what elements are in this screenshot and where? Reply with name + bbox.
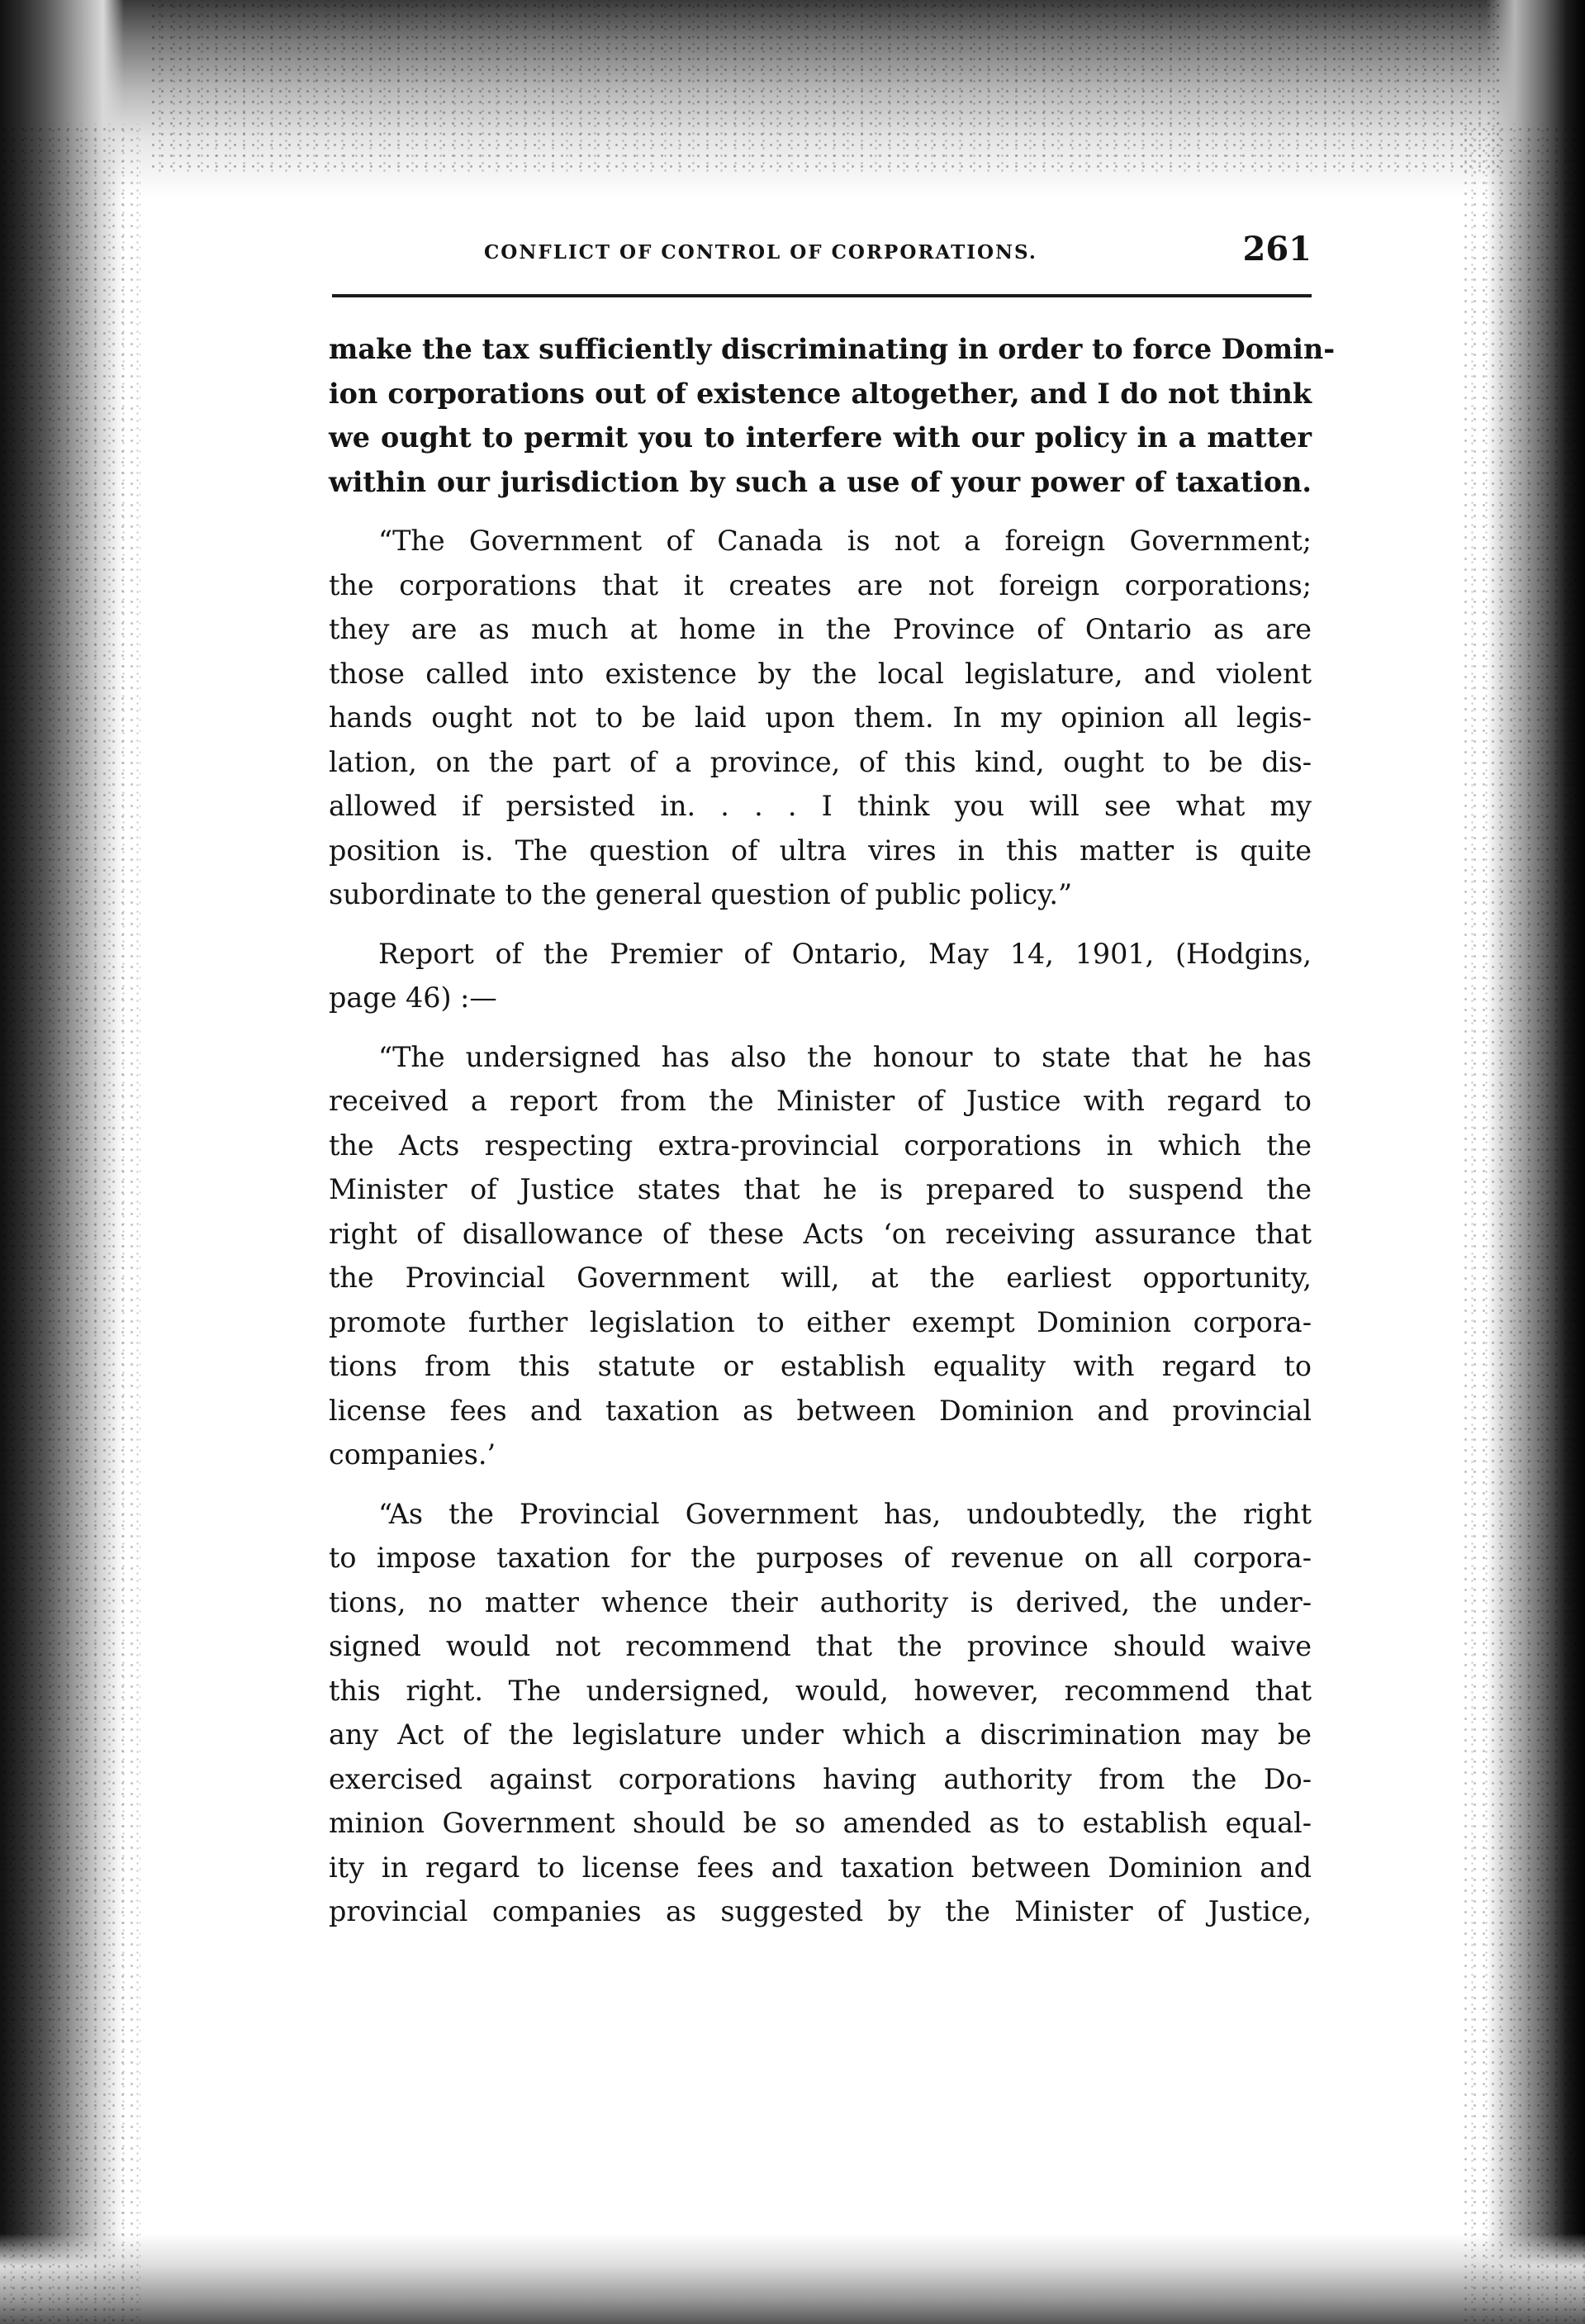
text-line: ion corporations out of existence altogether, and I do not think	[329, 377, 1312, 410]
header-rule	[332, 294, 1312, 297]
text-line: any Act of the legislature under which a discrimination may be	[329, 1718, 1312, 1751]
text-line: “The undersigned has also the honour to state that he has	[378, 1040, 1312, 1073]
text-line: Minister of Justice states that he is prepared to suspend the	[329, 1173, 1312, 1205]
scan-shadow-left	[0, 0, 124, 2324]
text-line: make the tax sufficiently discriminating in order to force Domin-	[329, 333, 1336, 365]
text-line: tions from this statute or establish equality with regard to	[329, 1350, 1312, 1382]
book-page	[320, 230, 1336, 1927]
text-line: the Provincial Government will, at the earliest opportunity,	[329, 1262, 1312, 1294]
paragraph-quote-provincial	[329, 1492, 1312, 1934]
paragraph-report-intro	[329, 932, 1312, 1020]
text-line: exercised against corporations having authority from the Do-	[329, 1762, 1312, 1795]
text-line: hands ought not to be laid upon them. In my opinion all legis-	[329, 701, 1312, 734]
text-line: signed would not recommend that the province should waive	[329, 1630, 1312, 1662]
text-line: the corporations that it creates are not foreign corporations;	[329, 568, 1312, 601]
running-title: CONFLICT OF CONTROL OF CORPORATIONS.	[484, 241, 1037, 264]
scan-noise-right	[1461, 124, 1585, 2324]
scan-shadow-bottom	[0, 2233, 1585, 2324]
paragraph-continuation	[329, 327, 1336, 504]
page-number: 261	[1242, 230, 1312, 269]
text-line: the Acts respecting extra-provincial corporations in which the	[329, 1129, 1312, 1162]
text-line: received a report from the Minister of Justice with regard to	[329, 1085, 1312, 1117]
text-line: minion Government should be so amended as to establish equal-	[329, 1807, 1312, 1839]
scan-shadow-right	[1486, 0, 1585, 2324]
text-line: promote further legislation to either exempt Dominion corpora-	[329, 1305, 1312, 1338]
text-line: tions, no matter whence their authority is derived, the under-	[329, 1585, 1312, 1618]
text-line: to impose taxation for the purposes of revenue on all corpora-	[329, 1542, 1312, 1574]
text-line: ity in regard to license fees and taxation between Dominion and	[329, 1851, 1312, 1884]
text-line: provincial companies as suggested by the Minister of Justice,	[329, 1895, 1312, 1927]
text-line: Report of the Premier of Ontario, May 14, 1901, (Hodgins,	[378, 937, 1312, 970]
text-line: they are as much at home in the Province of Ontario as are	[329, 613, 1312, 645]
text-line: lation, on the part of a province, of this kind, ought to be dis-	[329, 745, 1312, 778]
text-line: right of disallowance of these Acts ‘on receiving assurance that	[329, 1217, 1312, 1250]
body-text	[329, 327, 1336, 1934]
text-line: license fees and taxation as between Dominion and provincial	[329, 1394, 1312, 1427]
text-line: this right. The undersigned, would, however, recommend that	[329, 1674, 1312, 1707]
text-line: we ought to permit you to interfere with our policy in a matter	[329, 421, 1312, 454]
paragraph-quote-government	[329, 519, 1312, 917]
text-line: those called into existence by the local legislature, and violent	[329, 657, 1312, 690]
text-line: subordinate to the general question of public policy.”	[329, 878, 1073, 910]
text-line: allowed if persisted in. . . . I think you will see what my	[329, 790, 1312, 822]
text-line: “As the Provincial Government has, undoubtedly, the right	[378, 1497, 1312, 1530]
running-head	[320, 230, 1312, 281]
scan-noise-top	[149, 0, 1503, 173]
text-line: “The Government of Canada is not a foreign Government;	[378, 525, 1312, 557]
scan-noise-left	[0, 124, 140, 2324]
scan-shadow-top	[0, 0, 1585, 198]
text-line: within our jurisdiction by such a use of your power of taxation.	[329, 465, 1312, 498]
text-line: companies.’	[329, 1438, 496, 1471]
paragraph-quote-undersigned	[329, 1035, 1312, 1477]
text-line: page 46) :—	[329, 981, 497, 1014]
text-line: position is. The question of ultra vires in this matter is quite	[329, 834, 1312, 867]
